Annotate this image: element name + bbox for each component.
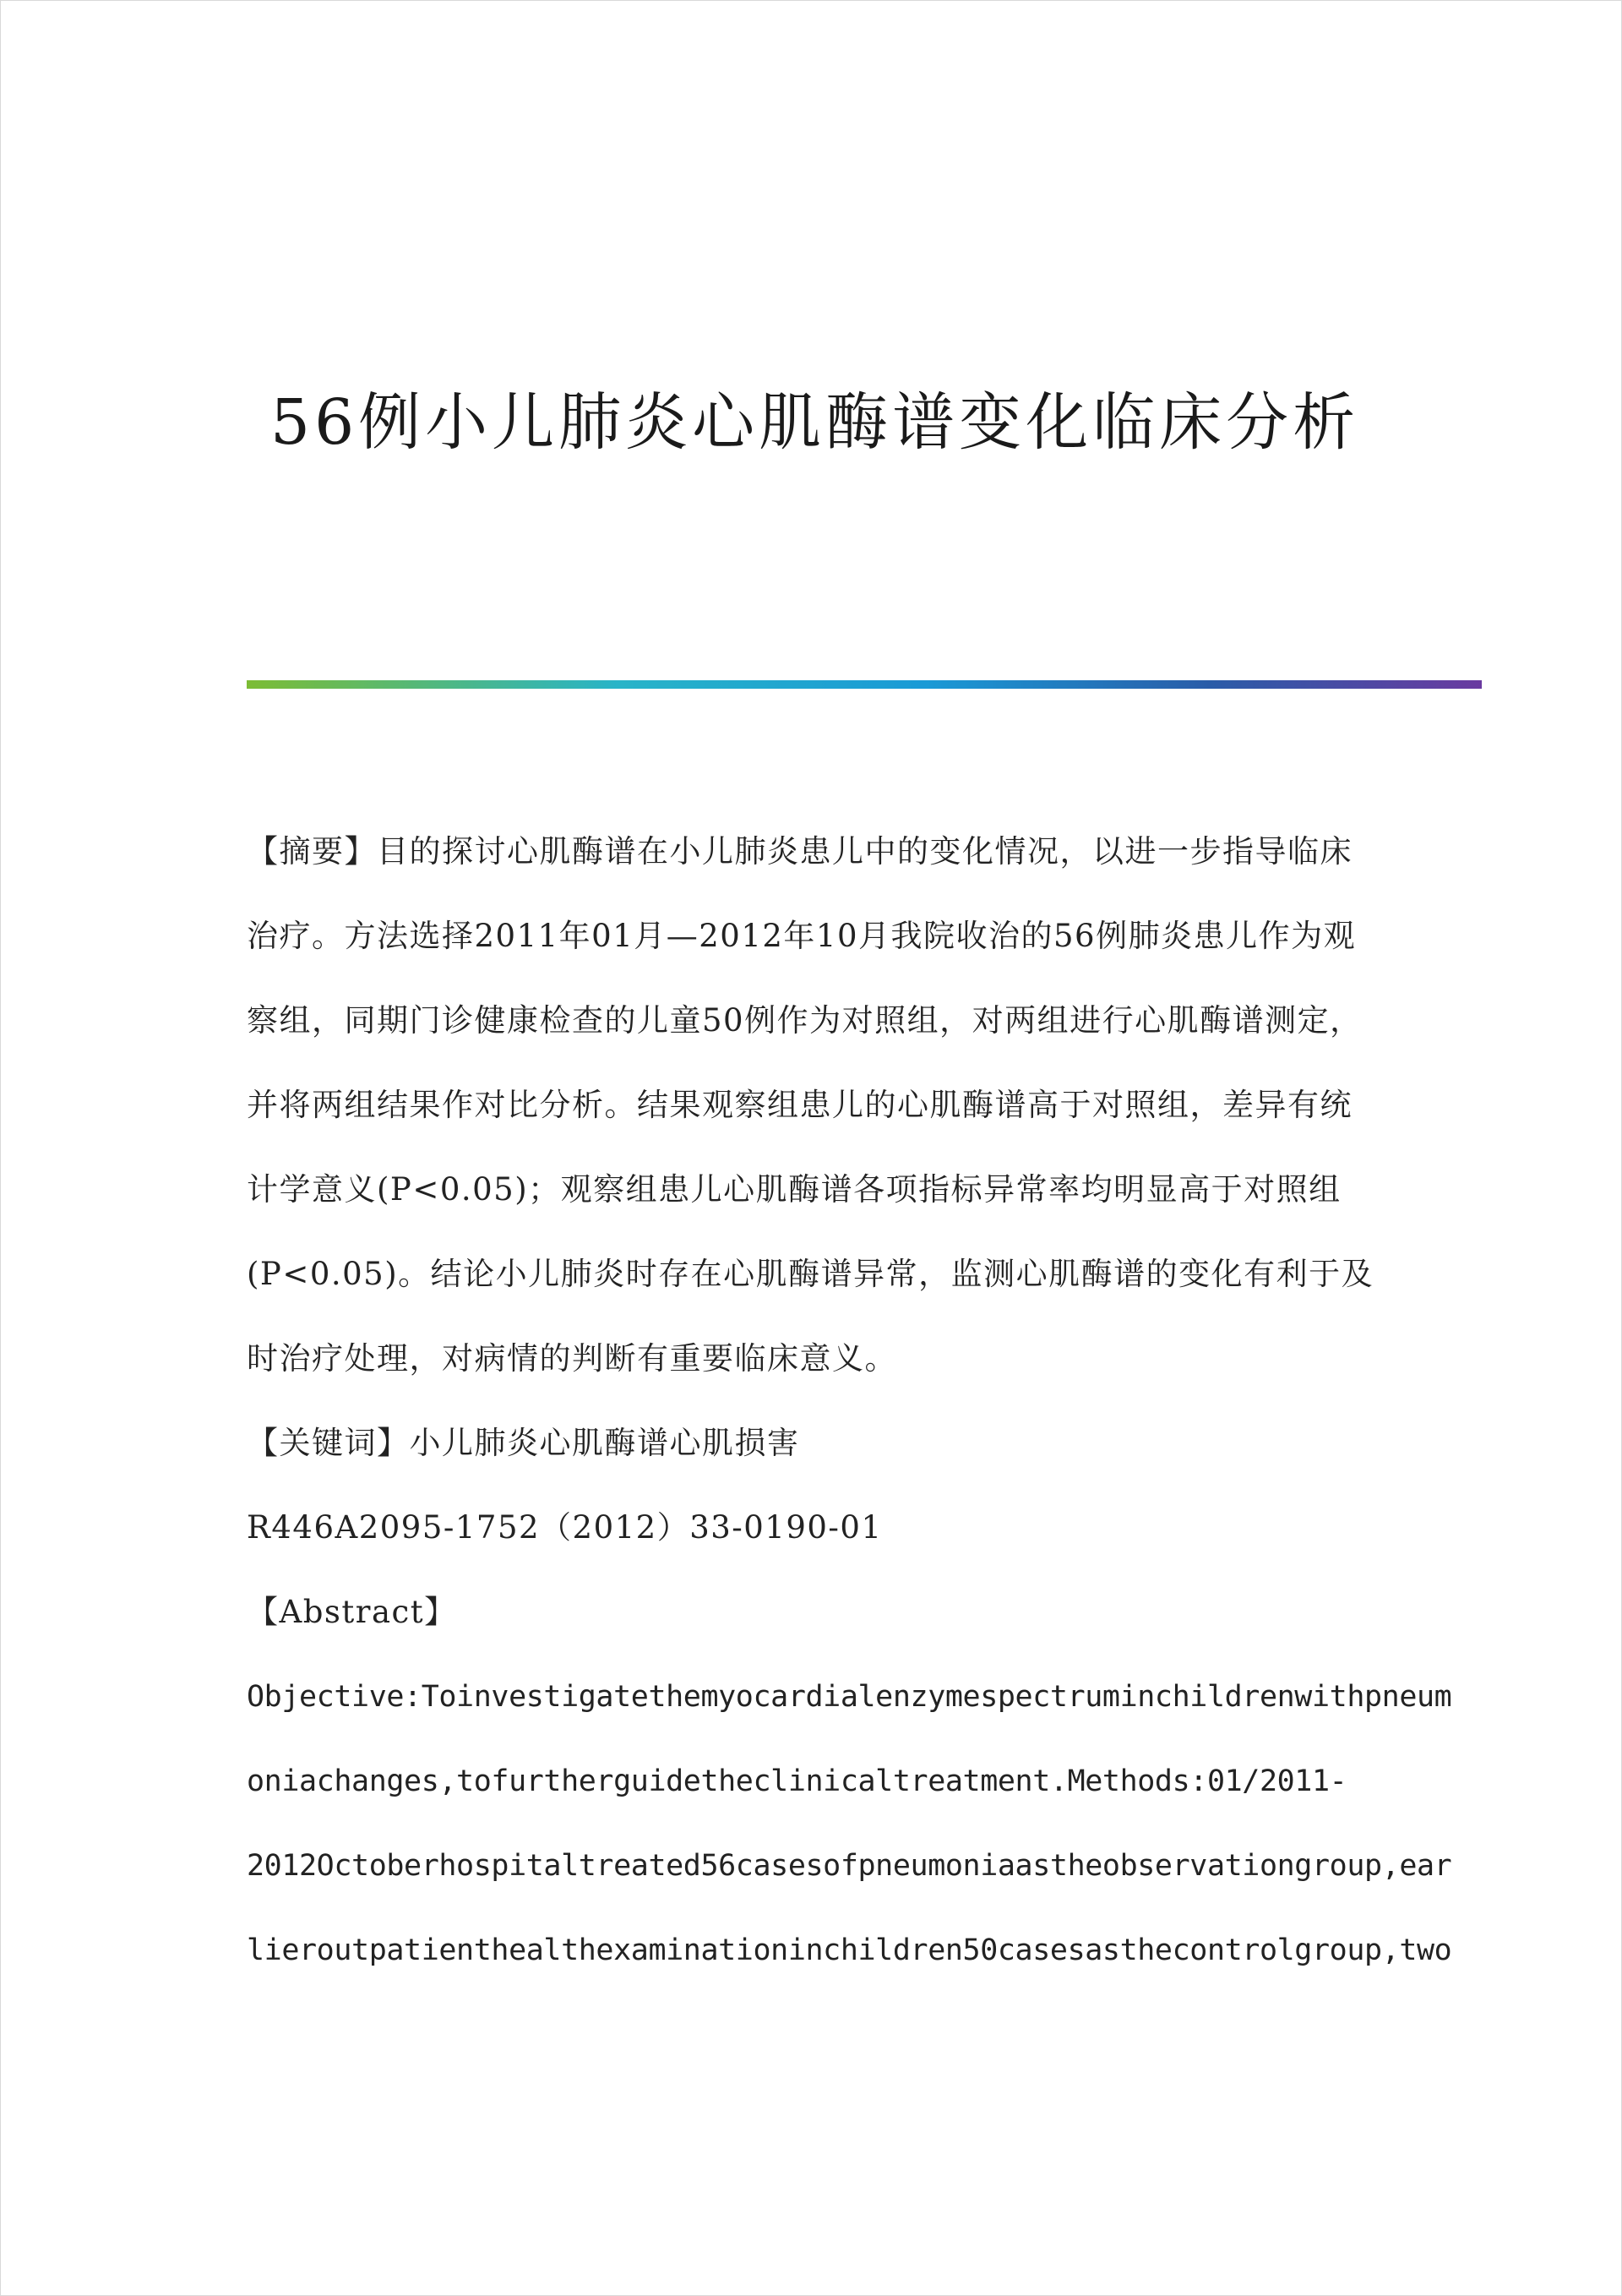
- classification-number: R446A2095-1752（2012）33-0190-01: [247, 1509, 883, 1546]
- abstract-chinese: [247, 810, 1379, 1401]
- abstract-en-line: Objective:Toinvestigatethemyocardialenzymespectruminchildrenwithpneum: [247, 1680, 1452, 1714]
- abstract-zh-line: 并将两组结果作对比分析。结果观察组患儿的心肌酶谱高于对照组，差异有统: [247, 1087, 1353, 1123]
- document-title-text: 56例小儿肺炎心肌酶谱变化临床分析: [270, 386, 1360, 459]
- title-divider: [247, 680, 1482, 689]
- abstract-zh-line: 计学意义(P<0.05)；观察组患儿心肌酶谱各项指标异常率均明显高于对照组: [247, 1171, 1342, 1208]
- abstract-zh-line: 时治疗处理，对病情的判断有重要临床意义。: [247, 1340, 897, 1377]
- abstract-en-line: oniachanges,tofurtherguidetheclinicaltreatment.Methods:01/2011-: [247, 1764, 1347, 1798]
- document-title: [0, 372, 1622, 473]
- abstract-english-heading: 【Abstract】: [247, 1594, 457, 1630]
- abstract-zh-line: 治疗。方法选择2011年01月—2012年10月我院收治的56例肺炎患儿作为观: [247, 918, 1357, 954]
- abstract-zh-line: (P<0.05)。结论小儿肺炎时存在心肌酶谱异常，监测心肌酶谱的变化有利于及: [247, 1256, 1374, 1292]
- abstract-en-line: 2012Octoberhospitaltreated56casesofpneumoniaastheobservationgroup,ear: [247, 1849, 1452, 1883]
- abstract-english: [247, 1655, 1452, 1993]
- keywords: 【关键词】小儿肺炎心肌酶谱心肌损害: [247, 1425, 800, 1461]
- abstract-zh-line: 察组，同期门诊健康检查的儿童50例作为对照组，对两组进行心肌酶谱测定，: [247, 1002, 1363, 1039]
- abstract-zh-line: 【摘要】目的探讨心肌酶谱在小儿肺炎患儿中的变化情况，以进一步指导临床: [247, 833, 1353, 870]
- document-body: [247, 810, 1452, 1993]
- abstract-en-line: lieroutpatienthealthexaminationinchildren50casesasthecontrolgroup,two: [247, 1933, 1452, 1967]
